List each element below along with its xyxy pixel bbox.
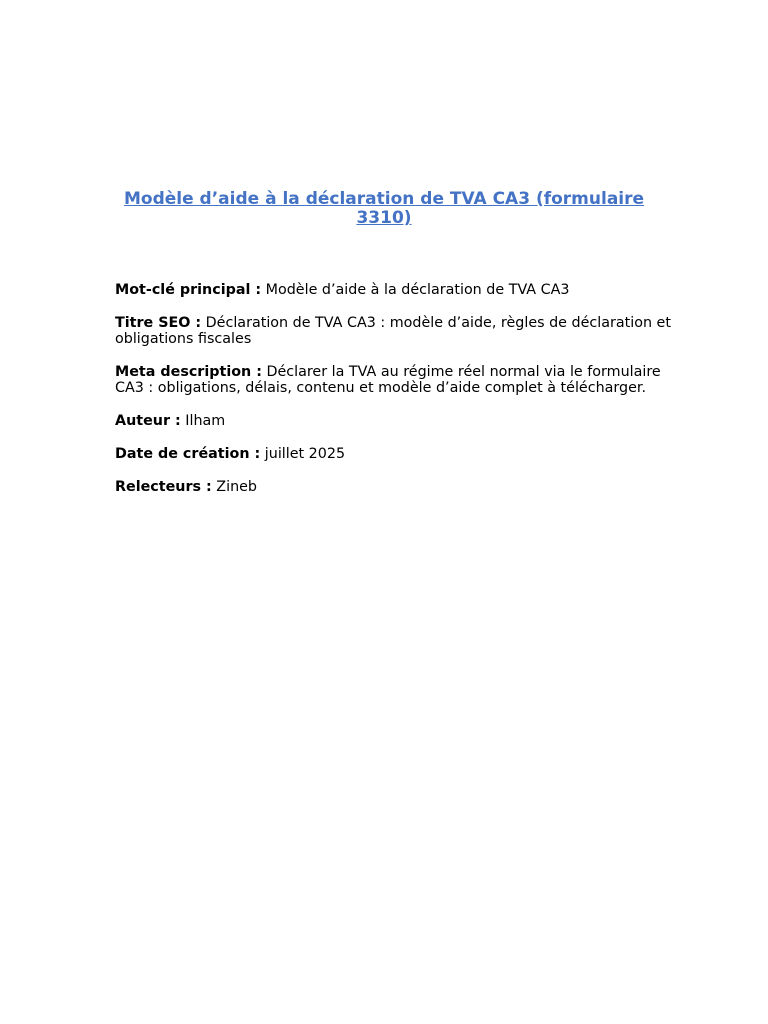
keyword-label: Mot-clé principal : (115, 282, 262, 298)
author-value: Ilham (185, 413, 226, 429)
author-label: Auteur : (115, 413, 181, 429)
keyword-field (115, 282, 675, 298)
metadata-list (115, 282, 675, 512)
author-field (115, 413, 675, 429)
creation-date-value: juillet 2025 (264, 446, 346, 462)
seo-title-value: Déclaration de TVA CA3 : modèle d’aide, règles de déclaration et obligations fiscales (115, 315, 671, 347)
page-title: Modèle d’aide à la déclaration de TVA CA3 (formulaire 3310) (123, 189, 645, 228)
reviewers-field (115, 479, 675, 495)
meta-description-label: Meta description : (115, 364, 262, 380)
seo-title-field (115, 315, 675, 347)
creation-date-label: Date de création : (115, 446, 261, 462)
seo-title-label: Titre SEO : (115, 315, 202, 331)
reviewers-value: Zineb (216, 479, 257, 495)
keyword-value: Modèle d’aide à la déclaration de TVA CA3 (265, 282, 570, 298)
reviewers-label: Relecteurs : (115, 479, 212, 495)
meta-description-value: Déclarer la TVA au régime réel normal via le formulaire CA3 : obligations, délais, contenu et modèle d’aide complet à télécharger. (115, 364, 661, 396)
meta-description-field (115, 364, 675, 396)
creation-date-field (115, 446, 675, 462)
